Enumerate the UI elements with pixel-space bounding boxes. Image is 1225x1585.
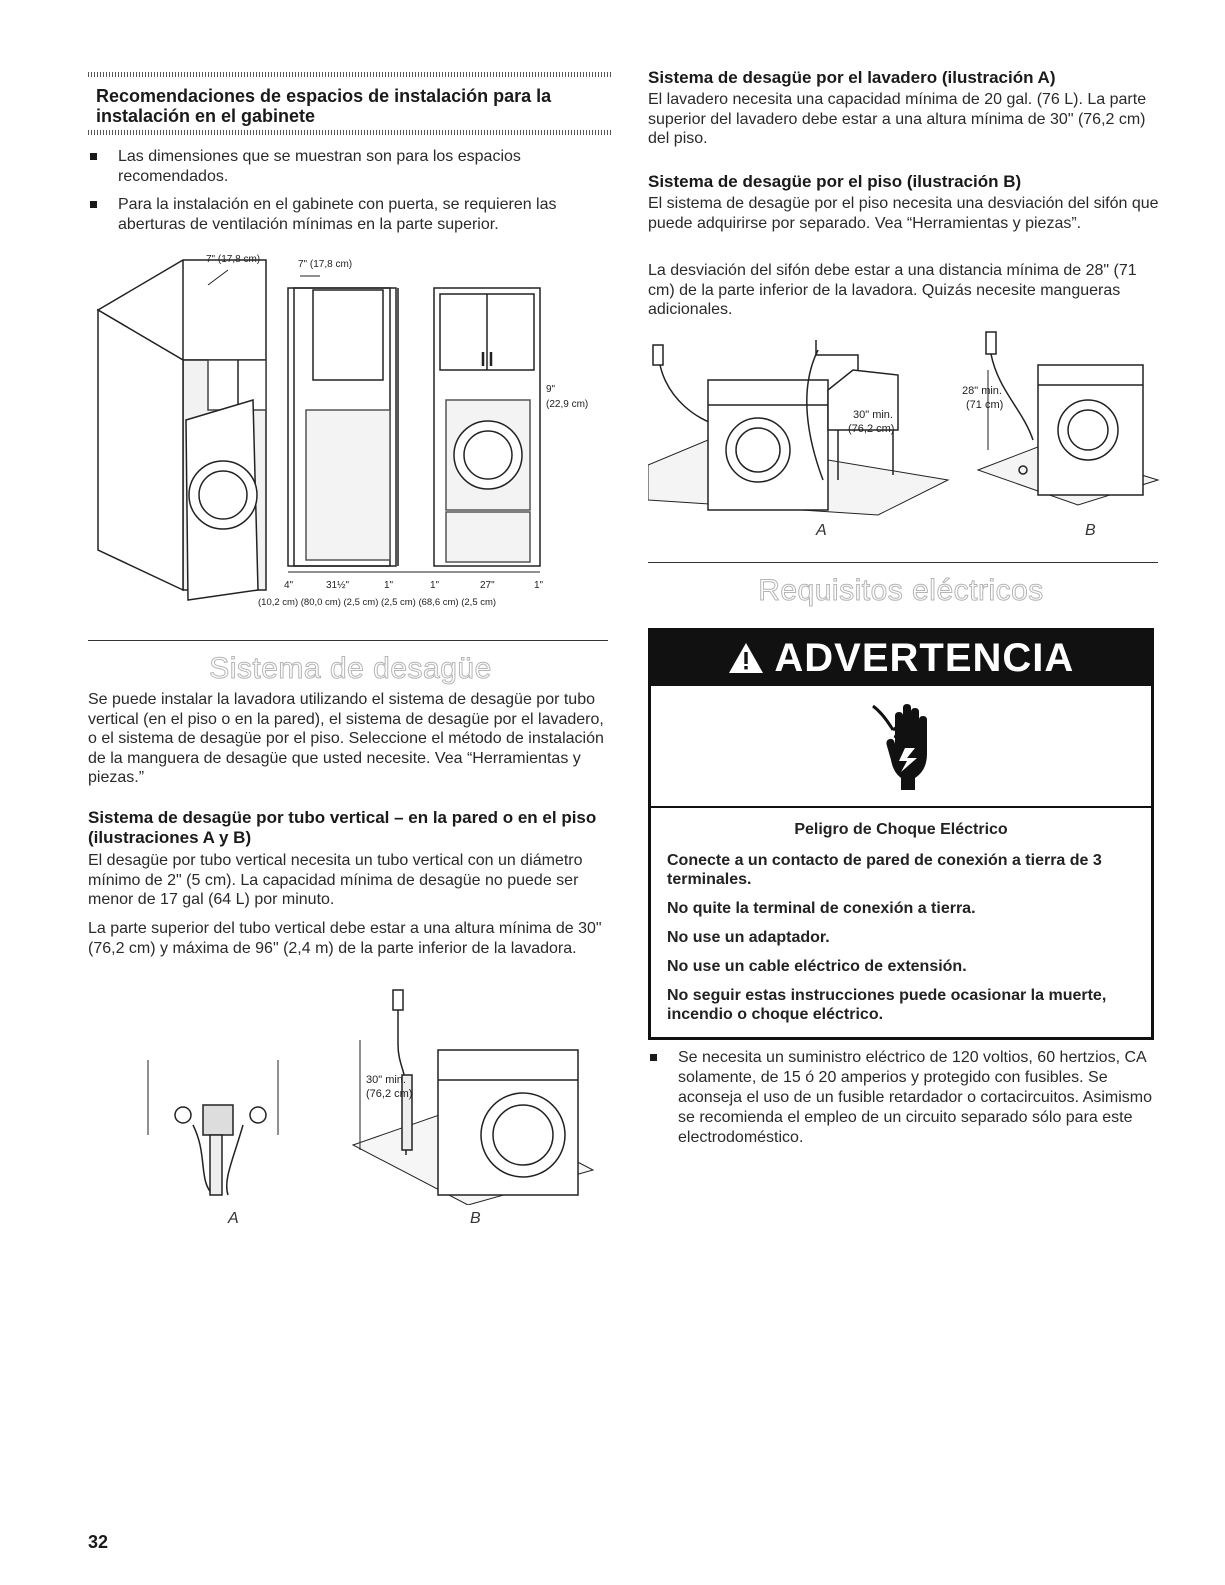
heading-hatch-bottom: [88, 130, 613, 135]
power-bullets: [648, 1048, 1158, 1156]
standpipe-drain-figure: [138, 985, 608, 1205]
electrical-section-title: Requisitos eléctricos: [758, 574, 1044, 607]
laundry-tub-paragraph: El lavadero necesita una capacidad mínima de 20 gal. (76 L). La parte superior del lavadero debe estar a una altura mínima de 30" (76,2 cm) del piso.: [648, 91, 1147, 147]
cabinet-heading: Recomendaciones de espacios de instalación para la instalación en el gabinete: [96, 86, 552, 126]
warning-line: No use un cable eléctrico de extensión.: [667, 958, 967, 975]
cabinet-front-view-b: [434, 288, 540, 566]
tub-and-floor-drain-figure: [648, 330, 1168, 520]
floor-drain-paragraph-1: El sistema de desagüe por el piso necesita una desviación del sifón que puede adquirirse por separado. Vea “Herramientas y piezas”.: [648, 195, 1159, 232]
cabinet-front-view-a: [288, 288, 398, 566]
warning-line: No seguir estas instrucciones puede ocasionar la muerte, incendio o choque eléctrico.: [667, 987, 1107, 1023]
warning-line: No use un adaptador.: [667, 929, 830, 946]
top-dim-mid-label: 7" (17,8 cm): [298, 259, 353, 270]
warning-body: [651, 808, 1151, 1024]
bottom-dims-cm: (10,2 cm) (80,0 cm) (2,5 cm) (2,5 cm) (68,6 cm) (2,5 cm): [258, 597, 497, 608]
warning-header: [651, 631, 1151, 686]
list-item: Las dimensiones que se muestran son para los espacios recomendados.: [88, 147, 608, 187]
drain-section-title: Sistema de desagüe: [209, 652, 492, 685]
floor-drain-paragraph-2: La desviación del sifón debe estar a una distancia mínima de 28" (71 cm) de la parte inferior de la lavadora. Quizás necesite mangueras adicionales.: [648, 262, 1137, 318]
side-dim-label: 9": [546, 384, 556, 395]
floor-drain-heading: Sistema de desagüe por el piso (ilustración B): [648, 172, 1022, 191]
figure-label-b: B: [1085, 522, 1096, 539]
standpipe-heading: Sistema de desagüe por tubo vertical – en la pared o en el piso (ilustraciones A y B): [88, 808, 597, 847]
warning-title: ADVERTENCIA: [774, 636, 1075, 680]
divider: [88, 640, 608, 641]
standpipe-paragraph-2: La parte superior del tubo vertical debe estar a una altura mínima de 30" (76,2 cm) y máxima de 96" (2,4 m) de la parte inferior de la lavadora.: [88, 920, 602, 957]
bottom-dim-1: 4": [284, 580, 294, 591]
tub-dim-label-1: 30" min.: [853, 409, 893, 421]
tub-dim-label-2: (76,2 cm): [848, 423, 895, 435]
drain-intro: Se puede instalar la lavadora utilizando el sistema de desagüe por tubo vertical (en el piso o en la pared), el sistema de desagüe por el lavadero, o el sistema de desagüe por el piso. Seleccione el método de instalación de la manguera de desagüe que usted necesite. Vea “Herramientas y piezas.”: [88, 691, 604, 786]
cabinet-perspective-drawing: [98, 260, 266, 600]
warning-box: [648, 628, 1154, 1040]
cabinet-clearance-figure: [88, 250, 613, 620]
warning-line: No quite la terminal de conexión a tierra.: [667, 900, 976, 917]
figure-label-a: A: [816, 522, 827, 539]
bottom-dim-4: 1": [430, 580, 440, 591]
page-number: 32: [88, 1532, 109, 1552]
cabinet-bullets: [88, 147, 608, 243]
standpipe-dim-label: 30" min.: [366, 1074, 406, 1086]
list-item: Se necesita un suministro eléctrico de 120 voltios, 60 hertzios, CA solamente, de 15 ó 20 amperios y protegido con fusibles. Se aconseja el uso de un fusible retardador o cortacircuitos. Asimismo se recomienda el empleo de un circuito separado sólo para este electrodoméstico.: [648, 1048, 1158, 1148]
hazard-title: Peligro de Choque Eléctrico: [794, 821, 1008, 838]
warning-triangle-icon: [728, 636, 775, 680]
floor-dim-label-2: (71 cm): [966, 399, 1004, 411]
laundry-tub-drawing: [648, 340, 948, 515]
warning-icon-area: [651, 686, 1151, 808]
floor-drain-drawing: [978, 332, 1158, 505]
bottom-dim-3: 1": [384, 580, 394, 591]
warning-line: Conecte a un contacto de pared de conexión a tierra de 3 terminales.: [667, 852, 1102, 888]
electric-shock-hand-icon: [871, 698, 935, 792]
figure-label-b: B: [470, 1210, 481, 1227]
standpipe-dim-cm-label: (76,2 cm): [366, 1088, 413, 1100]
heading-hatch-top: [88, 72, 613, 77]
figure-label-a: A: [228, 1210, 239, 1227]
bottom-dim-2: 31½": [326, 580, 350, 591]
list-item: Para la instalación en el gabinete con puerta, se requieren las aberturas de ventilación mínimas en la parte superior.: [88, 195, 608, 235]
laundry-tub-heading: Sistema de desagüe por el lavadero (ilustración A): [648, 68, 1056, 87]
floor-dim-label-1: 28" min.: [962, 385, 1002, 397]
top-dim-left-label: 7" (17,8 cm): [206, 254, 261, 265]
divider: [648, 562, 1158, 563]
wall-standpipe-drawing: [148, 1060, 278, 1195]
bottom-dim-6: 1": [534, 580, 544, 591]
bottom-dim-5: 27": [480, 580, 495, 591]
standpipe-paragraph-1: El desagüe por tubo vertical necesita un tubo vertical con un diámetro mínimo de 2" (5 cm). La capacidad mínima de desagüe no puede ser menor de 17 gal (64 L) por minuto.: [88, 852, 583, 908]
side-dim-cm-label: (22,9 cm): [546, 399, 589, 410]
